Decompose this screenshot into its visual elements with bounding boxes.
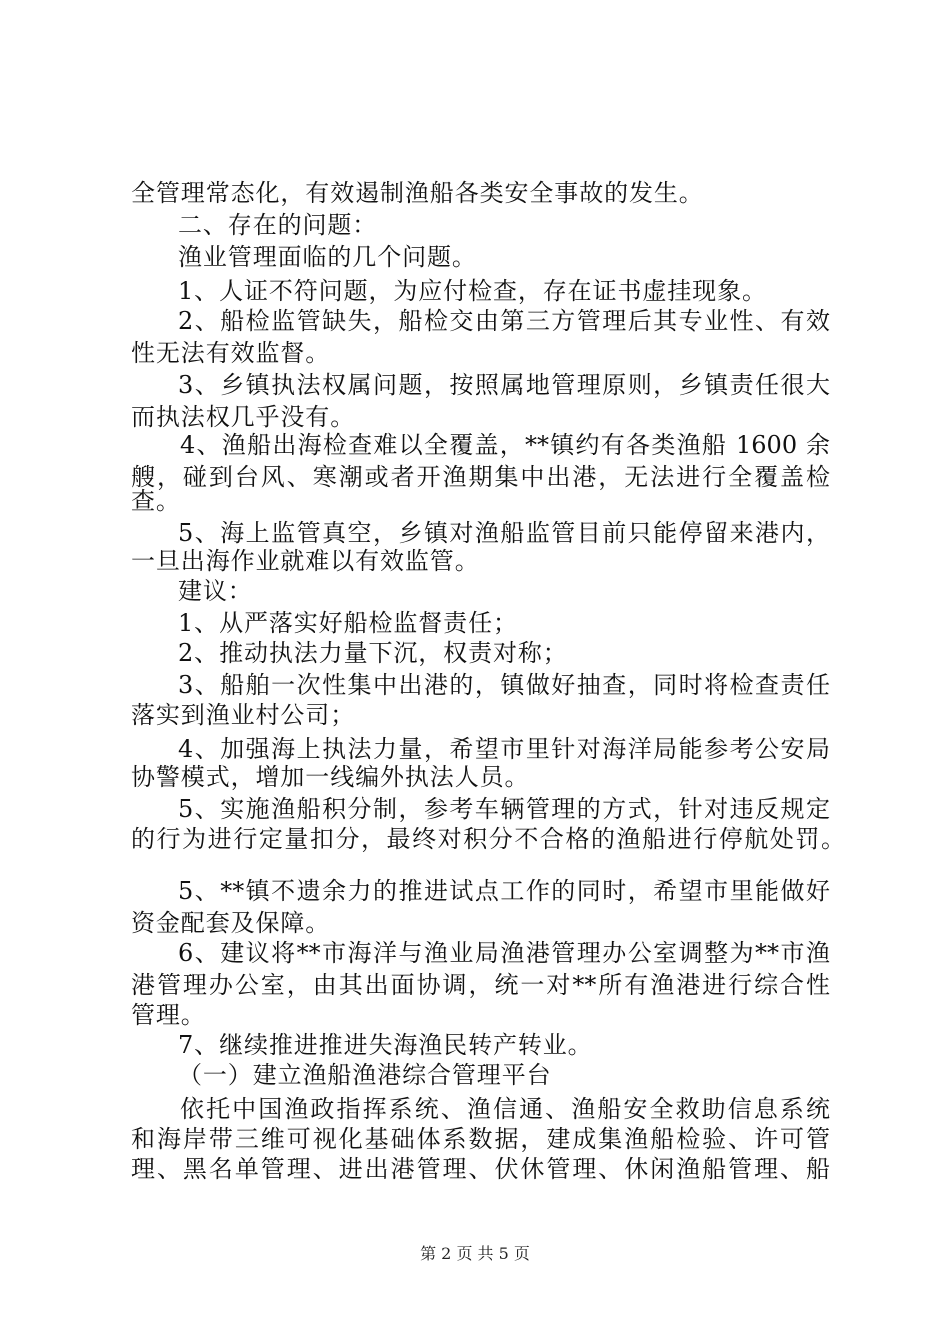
text-line: 艘，碰到台风、寒潮或者开渔期集中出港，无法进行全覆盖检 <box>131 463 830 491</box>
text-line: 资金配套及保障。 <box>131 909 331 937</box>
text-line: 的行为进行定量扣分，最终对积分不合格的渔船进行停航处罚。 <box>131 825 845 853</box>
list-item: 4、加强海上执法力量，希望市里针对海洋局能参考公安局 <box>178 735 830 763</box>
list-item: 5、海上监管真空，乡镇对渔船监管目前只能停留来港内， <box>178 519 830 547</box>
subsection-heading: （一）建立渔船渔港综合管理平台 <box>178 1061 552 1089</box>
list-item: 1、从严落实好船检监督责任； <box>178 609 518 637</box>
list-item: 1、人证不符问题，为应付检查，存在证书虚挂现象。 <box>178 277 767 305</box>
text-line: 而执法权几乎没有。 <box>131 403 356 431</box>
text-line: 和海岸带三维可视化基础体系数据，建成集渔船检验、许可管 <box>131 1125 830 1153</box>
text-line: 一旦出海作业就难以有效监管。 <box>131 547 480 575</box>
page-footer: 第 2 页 共 5 页 <box>420 1244 530 1263</box>
list-item: 4、渔船出海检查难以全覆盖，**镇约有各类渔船 1600 余 <box>180 431 830 459</box>
list-item: 3、船舶一次性集中出港的，镇做好抽查，同时将检查责任 <box>178 671 830 699</box>
section-heading: 二、存在的问题： <box>178 211 378 239</box>
text-line: 渔业管理面临的几个问题。 <box>178 243 477 271</box>
text-line: 港管理办公室，由其出面协调，统一对**所有渔港进行综合性 <box>131 971 830 999</box>
text-line: 全管理常态化，有效遏制渔船各类安全事故的发生。 <box>131 179 704 207</box>
list-item: 6、建议将**市海洋与渔业局渔港管理办公室调整为**市渔 <box>178 939 830 967</box>
text-line: 依托中国渔政指挥系统、渔信通、渔船安全救助信息系统 <box>180 1095 830 1123</box>
list-item: 2、船检监管缺失，船检交由第三方管理后其专业性、有效 <box>178 307 830 335</box>
text-line: 落实到渔业村公司； <box>131 701 356 729</box>
text-line: 理、黑名单管理、进出港管理、伏休管理、休闲渔船管理、船 <box>131 1155 830 1183</box>
text-line: 协警模式，增加一线编外执法人员。 <box>131 763 530 791</box>
list-item: 5、**镇不遗余力的推进试点工作的同时，希望市里能做好 <box>178 877 830 905</box>
list-item: 7、继续推进推进失海渔民转产转业。 <box>178 1031 593 1059</box>
text-line: 性无法有效监督。 <box>131 339 331 367</box>
list-item: 5、实施渔船积分制，参考车辆管理的方式，针对违反规定 <box>178 795 830 823</box>
list-item: 2、推动执法力量下沉，权责对称； <box>178 639 568 667</box>
text-line: 查。 <box>131 487 181 515</box>
section-heading: 建议： <box>178 577 253 605</box>
text-line: 管理。 <box>131 1001 206 1029</box>
list-item: 3、乡镇执法权属问题，按照属地管理原则，乡镇责任很大 <box>178 371 830 399</box>
